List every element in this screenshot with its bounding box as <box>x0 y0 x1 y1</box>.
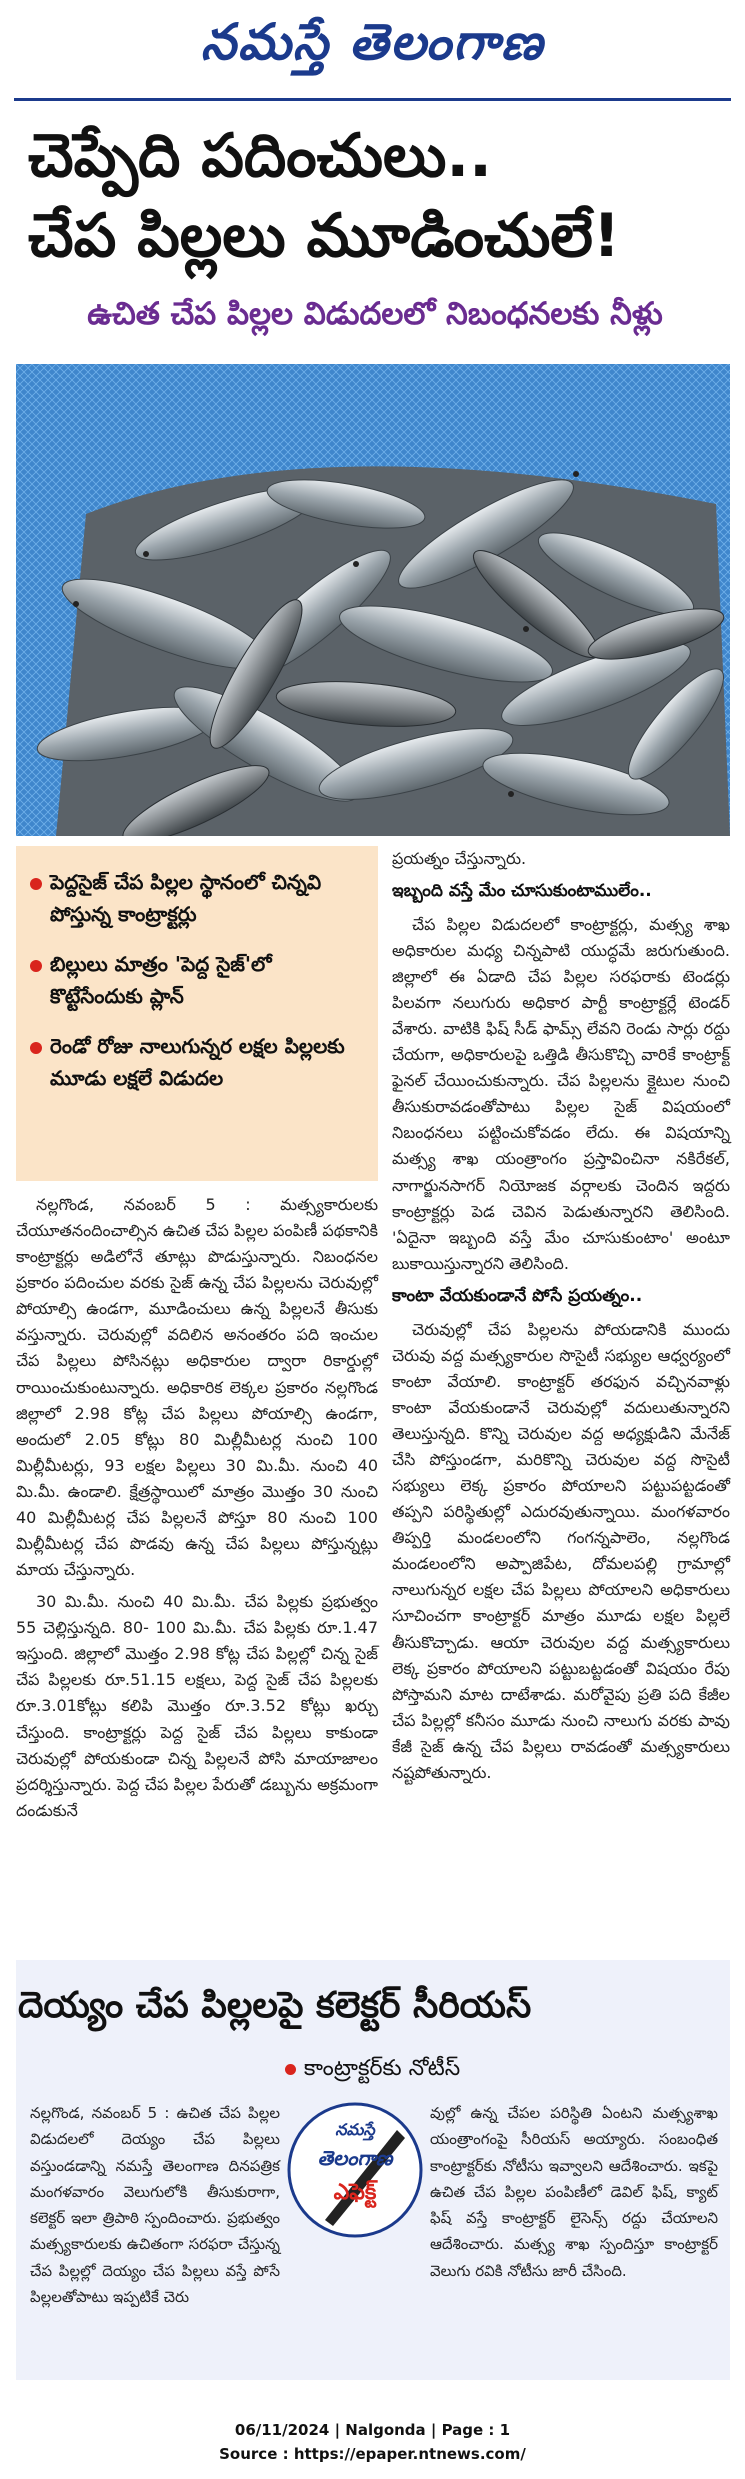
followup-subtitle <box>0 2056 745 2086</box>
bullet-icon <box>30 878 42 890</box>
footer-date-edition: 06/11/2024 | Nalgonda | Page : 1 <box>234 2421 511 2439</box>
effect-line-2: తెలంగాణ <box>317 2146 393 2170</box>
bullet-icon <box>30 960 42 972</box>
highlight-item <box>30 866 368 930</box>
headline-line-1: చెప్పేది పదించులు.. <box>28 121 492 191</box>
bullet-icon <box>285 2064 296 2075</box>
followup-column-left <box>30 2100 280 2370</box>
highlight-item <box>30 1030 368 1094</box>
followup-paragraph: నల్లగొండ, నవంబర్ 5 : ఉచిత చేప పిల్లల విడుదలలో దెయ్యం చేప పిల్లలు వస్తుండడాన్ని నమస్తే తెలంగాణ దినపత్రిక మంగళవారం వెలుగులోకి తీసుకురాగా, కలెక్టర్ ఇలా త్రిపాఠి స్పందించారు. ప్రభుత్వం మత్స్యకారులకు ఉచితంగా సరఫరా చేస్తున్న చేప పిల్లల్లో దెయ్యం చేప పిల్లలు వస్తే పోసే పిల్లలతోపాటు ఇప్పటికే చెరు <box>30 2104 280 2306</box>
section-heading: కాంటా వేయకుండానే పోసే ప్రయత్నం.. <box>392 1285 643 1306</box>
masthead-rule <box>14 98 731 101</box>
highlight-text: రెండో రోజు నాలుగున్నర లక్షల పిల్లలకు మూడు లక్షలే విడుదల <box>50 1034 345 1090</box>
article-paragraph: చేప పిల్లల విడుదలలో కాంట్రాక్టర్లు, మత్స్య శాఖ అధికారుల మధ్య చిన్నపాటి యుద్ధమే జరుగుతుంది. జిల్లాలో ఈ ఏడాది చేప పిల్లల సరఫరాకు టెండర్లు పిలవగా నలుగురు అధికార పార్టీ కాంట్రాక్టర్లే టెండర్ వేశారు. వాటికి ఫిష్ సీడ్ ఫామ్స్ లేవని రెండు సార్లు రద్దు చేయగా, అధికారులపై ఒత్తిడి తీసుకొచ్చి వారికే కాంట్రాక్ట్ ఫైనల్ చేయించుకున్నారు. చేప పిల్లలను క్లైటుల నుంచి తీసుకురావడంతోపాటు పిల్లల సైజ్ విషయంలో నిబంధనలు పట్టించుకోవడం లేదు. ఈ విషయాన్ని మత్స్య శాఖ యంత్రాంగం ప్రస్తావించినా నకిరేకల్, నాగార్జునసాగర్ నియోజక వర్గాలకు చెందిన ఇద్దరు కాంట్రాక్టర్లు పెడ చెవిన పెడుతున్నారని తెలిసింది. 'ఏదైనా ఇబ్బంది వస్తే మేం చూసుకుంటాం' అంటూ బుకాయిస్తున్నారని తెలిసింది. <box>392 914 730 1273</box>
article-paragraph: చెరువుల్లో చేప పిల్లలను పోయడానికి ముందు చెరువు వద్ద మత్స్యకారుల సొసైటీ సభ్యుల ఆధ్వర్యంలో కాంటా వేయాలి. కాంట్రాక్టర్ తరఫున వచ్చినవాళ్లు కాంటా వేయకుండానే చెరువుల్లో వదులుతున్నారని తెలుస్తున్నది. కొన్ని చెరువుల వద్ద అధ్యక్షుడిని మేనేజ్ చేసి పోస్తుండగా, మరికొన్ని చెరువుల వద్ద సొసైటీ సభ్యులు లెక్క ప్రకారం పోయాలని పట్టుపట్టడంతో తప్పని పరిస్థితుల్లో ఎదురవుతున్నాయి. మంగళవారం తిప్పర్తి మండలంలోని గంగన్నపాలెం, నల్లగొండ మండలంలోని అప్పాజిపేట, దోమలపల్లి గ్రామాల్లో నాలుగున్నర లక్షల చేప పిల్లలు పోయాలని అధికారులు సూచించగా కాంట్రాక్టర్ మాత్రం మూడు లక్షల పిల్లలే తీసుకొచ్చాడు. ఆయా చెరువుల వద్ద మత్స్యకారులు లెక్క ప్రకారం పోయాలని పట్టుబట్టడంతో విషయం రేపు పోస్తామని మాట దాటేశాడు. మరోవైపు ప్రతి పది కేజీల చేప పిల్లల్లో కనీసం మూడు నుంచి నాలుగు వరకు పావు కేజీ సైజ్ ఉన్న చేప పిల్లలు రావడంతో మత్స్యకారులు నష్టపోతున్నారు. <box>392 1319 730 1782</box>
highlights-box <box>16 846 378 1181</box>
effect-line-3: ఎఫెక్ట్ <box>333 2180 377 2205</box>
fish-photo <box>16 364 730 836</box>
followup-title: దెయ్యం చేప పిల్లలపై కలెక్టర్ సీరియస్ <box>18 1985 532 2026</box>
article-paragraph: 30 మి.మీ. నుంచి 40 మి.మీ. చేప పిల్లకు ప్రభుత్వం 55 చెల్లిస్తున్నది. 80- 100 మి.మీ. చేప పిల్లకు రూ.1.47 ఇస్తుంది. జిల్లాలో మొత్తం 2.98 కోట్ల చేప పిల్లల్లో చిన్న సైజ్ చేప పిల్లలకు రూ.51.15 లక్షలు, పెద్ద సైజ్ చేప పిల్లలకు రూ.3.01కోట్లు కలిపి మొత్తం రూ.3.52 కోట్లు ఖర్చు చేస్తుంది. కాంట్రాక్టర్లు పెద్ద సైజ్ చేప పిల్లలు కాకుండా చెరువుల్లో పోయకుండా చిన్న పిల్లలనే పోసి మాయాజాలం ప్రదర్శిస్తున్నారు. పెద్ద చేప పిల్లల పేరుతో డబ్బును అక్రమంగా దండుకునే <box>16 1592 378 1820</box>
highlight-text: బిల్లులు మాత్రం 'పెద్ద సైజ్'లో కొట్టేసేందుకు ప్లాన్ <box>50 952 272 1008</box>
highlight-item <box>30 948 368 1012</box>
followup-column-right <box>430 2100 718 2370</box>
footer-source-link[interactable]: Source : https://epaper.ntnews.com/ <box>219 2445 526 2463</box>
bullet-icon <box>30 1042 42 1054</box>
section-heading: ఇబ్బంది వస్తే మేం చూసుకుంటాములేం.. <box>392 881 652 902</box>
effect-line-1: నమస్తే <box>335 2120 375 2139</box>
masthead-title: నమస్తే తెలంగాణ <box>200 12 545 71</box>
article-column-1 <box>16 1192 378 1952</box>
subheadline: ఉచిత చేప పిల్లల విడుదలలో నిబంధనలకు నీళ్లు <box>87 296 663 332</box>
followup-paragraph: వుల్లో ఉన్న చేపల పరిస్థితి ఏంటని మత్స్యశాఖ యంత్రాంగంపై సీరియస్ అయ్యారు. సంబంధిత కాంట్రాక్టర్‌కు నోటీసు ఇవ్వాలని ఆదేశించారు. ఇకపై ఉచిత చేప పిల్లల పంపిణీలో డెవిల్ ఫిష్, క్యాట్ ఫిష్ వస్తే కాంట్రాక్టర్ లైసెన్స్ రద్దు చేయాలని ఆదేశించారు. మత్స్య శాఖ స్పందిస్తూ కాంట్రాక్టర్ వెలుగు రవికి నోటీసు జారీ చేసింది. <box>430 2104 718 2280</box>
highlight-text: పెద్దసైజ్ చేప పిల్లల స్థానంలో చిన్నవి పోస్తున్న కాంట్రాక్టర్లు <box>50 870 322 926</box>
page-footer <box>0 2418 745 2466</box>
headline-line-2: చేప పిల్లలు మూడించులే! <box>28 201 621 271</box>
article-paragraph: నల్లగొండ, నవంబర్ 5 : మత్స్యకారులకు చేయూతనందించాల్సిన ఉచిత చేప పిల్లల పంపిణీ పథకానికి కాంట్రాక్టర్లు అడిలోనే తూట్లు పొడుస్తున్నారు. నిబంధనల ప్రకారం పదించుల వరకు సైజ్ ఉన్న చేప పిల్లలను చెరువుల్లో పోయాల్సి ఉండగా, మూడించులు ఉన్న పిల్లలనే తీసుకు వస్తున్నారు. చెరువుల్లో వదిలిన అనంతరం పది ఇంచుల చేప పిల్లలు పోసినట్లు అధికారుల ద్వారా రికార్డుల్లో రాయించుకుంటున్నారు. అధికారిక లెక్కల ప్రకారం నల్లగొండ జిల్లాలో 2.98 కోట్ల చేప పిల్లలు పోయాల్సి ఉండగా, అందులో 2.05 కోట్లు 80 మిల్లీమీటర్ల నుంచి 100 మిల్లీమీటర్లు, 93 లక్షల పిల్లలు 30 మి.మీ. నుంచి 40 మి.మీ. ఉండాలి. క్షేత్రస్థాయిలో మాత్రం మొత్తం 30 నుంచి 40 మిల్లీమీటర్ల చేప పిల్లలనే పోస్తూ 80 నుంచి 100 మిల్లీమీటర్ల చేప పొడవు ఉన్న చేప పిల్లలు పోస్తున్నట్లు మాయ చేస్తున్నారు. <box>16 1195 378 1580</box>
masthead <box>0 0 745 96</box>
followup-subtitle-text: కాంట్రాక్టర్‌కు నోటీస్ <box>303 2056 461 2081</box>
namaste-telangana-effect-badge <box>285 2100 425 2240</box>
fish-photo-icon <box>16 364 730 836</box>
article-paragraph: ప్రయత్నం చేస్తున్నారు. <box>392 849 527 868</box>
article-column-2 <box>392 846 730 1952</box>
